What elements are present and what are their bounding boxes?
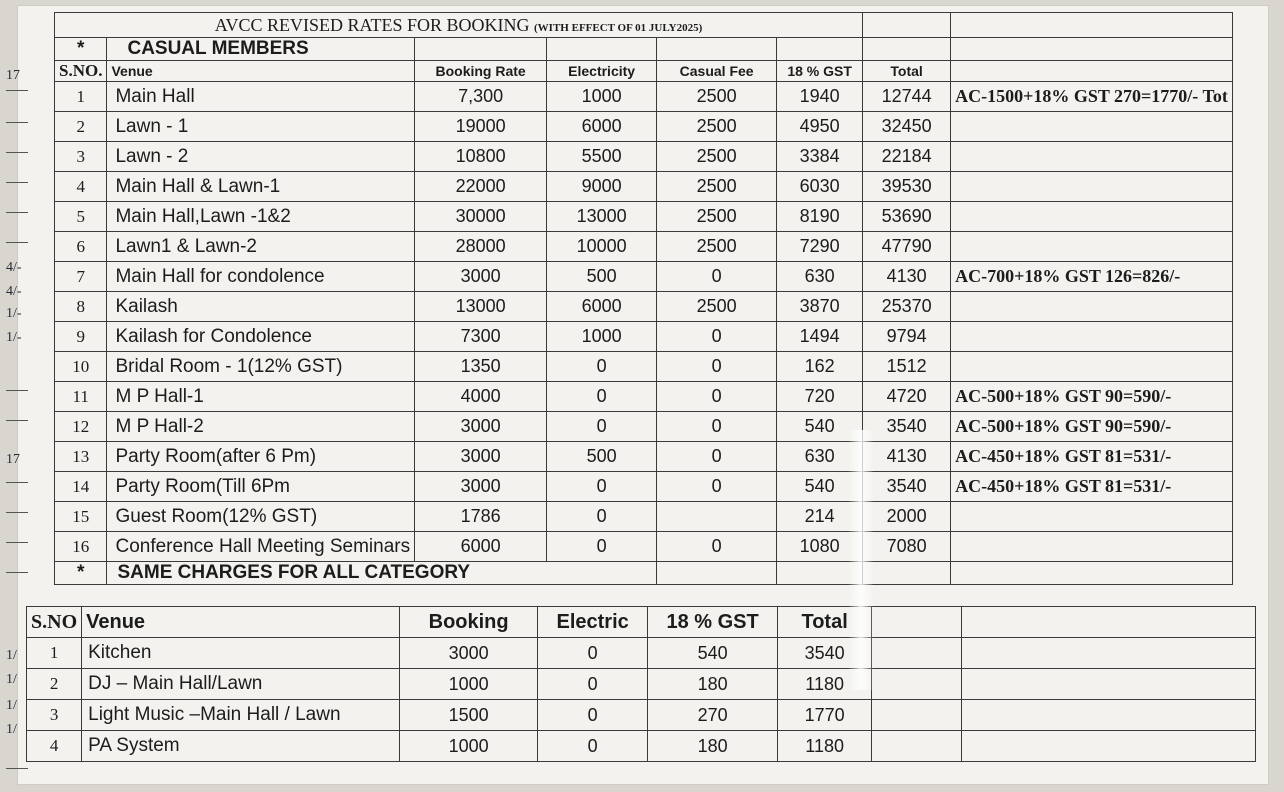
row-booking-rate: 22000 (415, 172, 547, 202)
margin-line (6, 90, 28, 91)
row-gst: 180 (648, 731, 778, 762)
row-casual-fee: 2500 (657, 232, 777, 262)
row-casual-fee: 0 (657, 262, 777, 292)
row-sno: 8 (55, 292, 107, 322)
table-row (55, 442, 1233, 472)
row-booking-rate: 10800 (415, 142, 547, 172)
empty-cell (872, 638, 962, 669)
margin-note: 1/ (6, 698, 17, 713)
table-row (27, 669, 1256, 700)
row-electricity: 0 (547, 412, 657, 442)
row-electricity: 500 (547, 262, 657, 292)
row-venue: Kitchen (82, 638, 400, 669)
section-heading: SAME CHARGES FOR ALL CATEGORY (107, 562, 657, 585)
row-ac-note (951, 172, 1233, 202)
row-booking-rate: 3000 (415, 472, 547, 502)
row-electricity: 0 (547, 532, 657, 562)
col-header-gst: 18 % GST (777, 61, 863, 82)
row-casual-fee: 2500 (657, 82, 777, 112)
row-total: 9794 (863, 322, 951, 352)
row-electricity: 6000 (547, 112, 657, 142)
row-casual-fee: 0 (657, 352, 777, 382)
row-casual-fee: 2500 (657, 292, 777, 322)
row-electric: 0 (538, 731, 648, 762)
same-rows (27, 638, 1256, 762)
row-gst: 1494 (777, 322, 863, 352)
table-row (27, 700, 1256, 731)
row-casual-fee: 0 (657, 382, 777, 412)
casual-members-table (54, 12, 1233, 585)
margin-line (6, 768, 28, 769)
row-sno: 3 (27, 700, 82, 731)
row-total: 22184 (863, 142, 951, 172)
row-electric: 0 (538, 638, 648, 669)
empty-cell (962, 638, 1256, 669)
col-header-sno: S.NO (27, 607, 82, 638)
margin-note: 4/- (6, 260, 22, 275)
empty-cell (872, 700, 962, 731)
row-venue: Conference Hall Meeting Seminars (107, 532, 415, 562)
margin-line (6, 122, 28, 123)
col-header-total: Total (863, 61, 951, 82)
row-casual-fee: 2500 (657, 202, 777, 232)
row-total: 4130 (863, 262, 951, 292)
row-electricity: 0 (547, 472, 657, 502)
margin-note: 4/- (6, 284, 22, 299)
row-gst: 1080 (777, 532, 863, 562)
row-sno: 14 (55, 472, 107, 502)
row-booking-rate: 6000 (415, 532, 547, 562)
col-header-booking: Booking (400, 607, 538, 638)
margin-line (6, 152, 28, 153)
row-gst: 6030 (777, 172, 863, 202)
row-sno: 1 (27, 638, 82, 669)
table-row (55, 352, 1233, 382)
row-gst: 630 (777, 262, 863, 292)
row-electricity: 1000 (547, 82, 657, 112)
row-casual-fee: 2500 (657, 172, 777, 202)
row-venue: Main Hall,Lawn -1&2 (107, 202, 415, 232)
table-row (27, 638, 1256, 669)
table-row (55, 112, 1233, 142)
margin-line (6, 512, 28, 513)
row-ac-note (951, 142, 1233, 172)
row-gst: 630 (777, 442, 863, 472)
row-ac-note: AC-500+18% GST 90=590/- (951, 382, 1233, 412)
empty-cell (962, 669, 1256, 700)
row-electricity: 9000 (547, 172, 657, 202)
row-booking-rate: 1350 (415, 352, 547, 382)
margin-line (6, 390, 28, 391)
table-row (55, 262, 1233, 292)
row-venue: Main Hall for condolence (107, 262, 415, 292)
row-booking-rate: 1786 (415, 502, 547, 532)
row-electricity: 0 (547, 502, 657, 532)
col-header-venue: Venue (82, 607, 400, 638)
table-row (55, 502, 1233, 532)
row-ac-note: AC-500+18% GST 90=590/- (951, 412, 1233, 442)
row-total: 53690 (863, 202, 951, 232)
empty-cell (863, 13, 951, 38)
margin-line (6, 482, 28, 483)
table-row (55, 382, 1233, 412)
col-header-sno: S.NO. (55, 61, 107, 82)
row-booking-rate: 13000 (415, 292, 547, 322)
row-gst: 180 (648, 669, 778, 700)
row-total: 1180 (778, 731, 872, 762)
table-row (55, 412, 1233, 442)
row-electricity: 10000 (547, 232, 657, 262)
row-gst: 720 (777, 382, 863, 412)
row-ac-note: AC-700+18% GST 126=826/- (951, 262, 1233, 292)
row-venue: Light Music –Main Hall / Lawn (82, 700, 400, 731)
margin-line (6, 182, 28, 183)
same-charges-table (26, 606, 1256, 762)
table-row (27, 731, 1256, 762)
empty-cell (951, 13, 1233, 38)
row-sno: 12 (55, 412, 107, 442)
margin-note: 17 (6, 452, 20, 467)
col-header-booking-rate: Booking Rate (415, 61, 547, 82)
section-star: * (55, 38, 107, 61)
row-booking-rate: 30000 (415, 202, 547, 232)
row-total: 25370 (863, 292, 951, 322)
row-sno: 3 (55, 142, 107, 172)
row-gst: 3870 (777, 292, 863, 322)
margin-line (6, 420, 28, 421)
margin-note: 17 (6, 68, 20, 83)
row-venue: PA System (82, 731, 400, 762)
row-sno: 5 (55, 202, 107, 232)
col-header-total: Total (778, 607, 872, 638)
row-total: 4130 (863, 442, 951, 472)
row-booking: 3000 (400, 638, 538, 669)
row-gst: 4950 (777, 112, 863, 142)
row-venue: Party Room(Till 6Pm (107, 472, 415, 502)
row-total: 1770 (778, 700, 872, 731)
row-gst: 1940 (777, 82, 863, 112)
row-ac-note (951, 292, 1233, 322)
margin-note: 1/- (6, 330, 22, 345)
col-header-gst: 18 % GST (648, 607, 778, 638)
row-electricity: 1000 (547, 322, 657, 352)
row-total: 39530 (863, 172, 951, 202)
row-sno: 15 (55, 502, 107, 532)
table-row (55, 292, 1233, 322)
row-sno: 2 (55, 112, 107, 142)
table-row (55, 322, 1233, 352)
row-venue: Main Hall (107, 82, 415, 112)
row-gst: 8190 (777, 202, 863, 232)
row-venue: Main Hall & Lawn-1 (107, 172, 415, 202)
row-casual-fee: 0 (657, 532, 777, 562)
row-electricity: 6000 (547, 292, 657, 322)
row-ac-note (951, 232, 1233, 262)
margin-note: 1/ (6, 722, 17, 737)
row-ac-note (951, 202, 1233, 232)
table-row (55, 142, 1233, 172)
row-sno: 6 (55, 232, 107, 262)
row-venue: Guest Room(12% GST) (107, 502, 415, 532)
table-row (55, 232, 1233, 262)
col-header-notes (951, 61, 1233, 82)
row-electricity: 13000 (547, 202, 657, 232)
row-booking-rate: 7,300 (415, 82, 547, 112)
row-total: 12744 (863, 82, 951, 112)
row-total: 47790 (863, 232, 951, 262)
row-venue: Kailash (107, 292, 415, 322)
row-casual-fee: 2500 (657, 112, 777, 142)
row-total: 1512 (863, 352, 951, 382)
row-sno: 4 (27, 731, 82, 762)
col-header-casual-fee: Casual Fee (657, 61, 777, 82)
empty-cell (962, 731, 1256, 762)
row-venue: M P Hall-2 (107, 412, 415, 442)
row-casual-fee: 2500 (657, 142, 777, 172)
row-ac-note (951, 352, 1233, 382)
col-header-electric: Electric (538, 607, 648, 638)
row-booking-rate: 3000 (415, 412, 547, 442)
row-total: 3540 (863, 412, 951, 442)
row-total: 2000 (863, 502, 951, 532)
row-booking: 1500 (400, 700, 538, 731)
row-electricity: 5500 (547, 142, 657, 172)
row-gst: 270 (648, 700, 778, 731)
col-header-electricity: Electricity (547, 61, 657, 82)
row-sno: 16 (55, 532, 107, 562)
row-ac-note: AC-450+18% GST 81=531/- (951, 472, 1233, 502)
row-ac-note (951, 322, 1233, 352)
margin-line (6, 572, 28, 573)
row-gst: 3384 (777, 142, 863, 172)
row-booking-rate: 28000 (415, 232, 547, 262)
row-total: 3540 (778, 638, 872, 669)
table-row (55, 472, 1233, 502)
row-booking-rate: 19000 (415, 112, 547, 142)
row-sno: 9 (55, 322, 107, 352)
row-electricity: 0 (547, 382, 657, 412)
section-star: * (55, 562, 107, 585)
row-gst: 540 (648, 638, 778, 669)
row-total: 4720 (863, 382, 951, 412)
margin-note: 1/ (6, 648, 17, 663)
section-heading: CASUAL MEMBERS (107, 38, 415, 61)
row-sno: 2 (27, 669, 82, 700)
table-row (55, 532, 1233, 562)
row-booking-rate: 4000 (415, 382, 547, 412)
empty-cell (872, 731, 962, 762)
row-electricity: 0 (547, 352, 657, 382)
row-ac-note: AC-1500+18% GST 270=1770/- Tot (951, 82, 1233, 112)
row-sno: 4 (55, 172, 107, 202)
row-venue: DJ – Main Hall/Lawn (82, 669, 400, 700)
effective-date: (WITH EFFECT OF 01 JULY2025) (534, 21, 703, 34)
empty-cell (872, 607, 962, 638)
row-ac-note (951, 112, 1233, 142)
row-sno: 7 (55, 262, 107, 292)
row-booking-rate: 3000 (415, 262, 547, 292)
row-total: 7080 (863, 532, 951, 562)
casual-rows (55, 82, 1233, 562)
row-venue: Party Room(after 6 Pm) (107, 442, 415, 472)
margin-note: 1/ (6, 672, 17, 687)
row-gst: 540 (777, 472, 863, 502)
row-gst: 7290 (777, 232, 863, 262)
row-casual-fee: 0 (657, 472, 777, 502)
col-header-venue: Venue (107, 61, 415, 82)
table-row (55, 202, 1233, 232)
row-booking-rate: 7300 (415, 322, 547, 352)
table-row (55, 82, 1233, 112)
row-venue: Lawn - 2 (107, 142, 415, 172)
row-sno: 1 (55, 82, 107, 112)
row-sno: 11 (55, 382, 107, 412)
row-casual-fee: 0 (657, 412, 777, 442)
row-casual-fee (657, 502, 777, 532)
row-venue: Lawn1 & Lawn-2 (107, 232, 415, 262)
row-gst: 162 (777, 352, 863, 382)
margin-note: 1/- (6, 306, 22, 321)
margin-line (6, 542, 28, 543)
row-total: 1180 (778, 669, 872, 700)
row-gst: 540 (777, 412, 863, 442)
row-total: 3540 (863, 472, 951, 502)
sheet-title-cell (55, 13, 863, 38)
row-venue: M P Hall-1 (107, 382, 415, 412)
row-electric: 0 (538, 700, 648, 731)
row-total: 32450 (863, 112, 951, 142)
row-booking: 1000 (400, 669, 538, 700)
empty-cell (962, 607, 1256, 638)
empty-cell (872, 669, 962, 700)
margin-line (6, 212, 28, 213)
row-sno: 10 (55, 352, 107, 382)
row-gst: 214 (777, 502, 863, 532)
row-ac-note: AC-450+18% GST 81=531/- (951, 442, 1233, 472)
row-venue: Lawn - 1 (107, 112, 415, 142)
row-venue: Bridal Room - 1(12% GST) (107, 352, 415, 382)
row-venue: Kailash for Condolence (107, 322, 415, 352)
row-booking-rate: 3000 (415, 442, 547, 472)
row-ac-note (951, 532, 1233, 562)
empty-cell (962, 700, 1256, 731)
table-row (55, 172, 1233, 202)
row-electric: 0 (538, 669, 648, 700)
row-sno: 13 (55, 442, 107, 472)
row-electricity: 500 (547, 442, 657, 472)
row-casual-fee: 0 (657, 322, 777, 352)
row-booking: 1000 (400, 731, 538, 762)
sheet-title: AVCC REVISED RATES FOR BOOKING (214, 14, 530, 35)
margin-line (6, 242, 28, 243)
row-casual-fee: 0 (657, 442, 777, 472)
row-ac-note (951, 502, 1233, 532)
